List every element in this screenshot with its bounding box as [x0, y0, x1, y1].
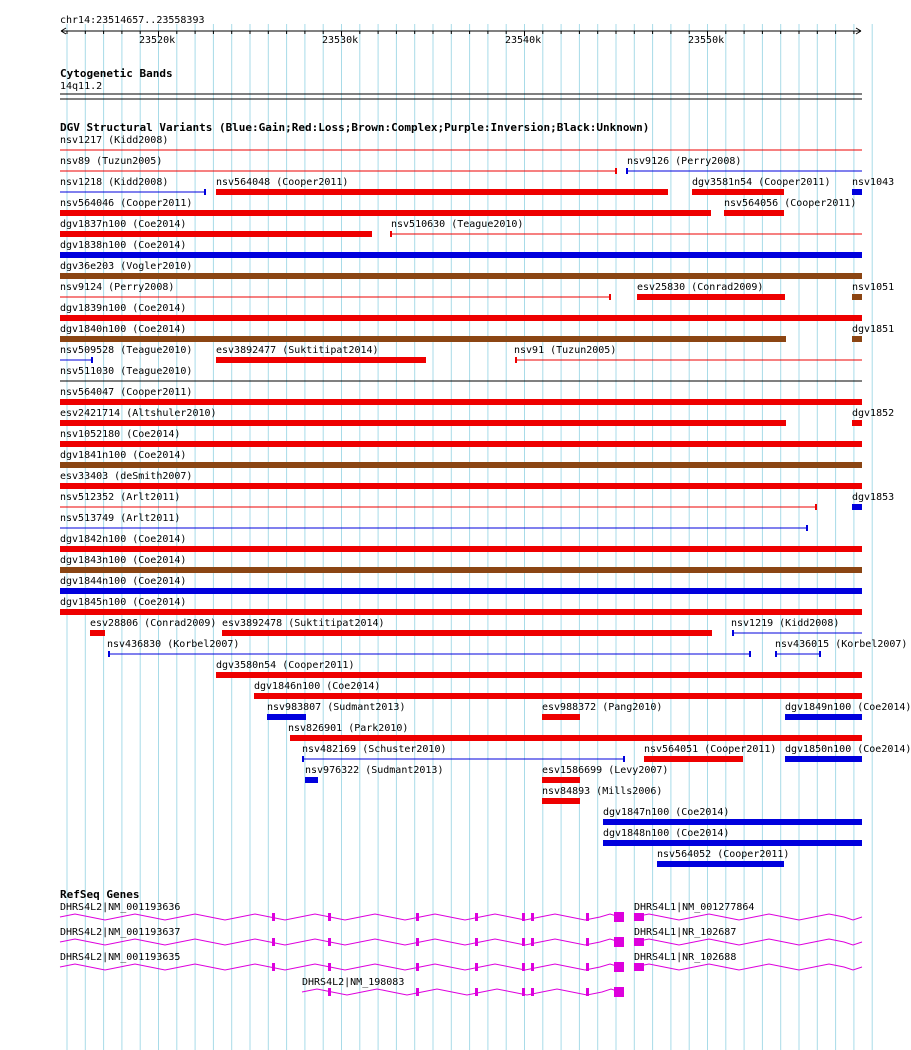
gene-exon	[328, 938, 331, 946]
gene-exon	[531, 938, 534, 946]
sv-feature-label[interactable]: esv25830 (Conrad2009)	[637, 282, 764, 293]
gene-exon	[416, 963, 419, 971]
gene-intron	[60, 914, 620, 920]
gene-exon	[531, 963, 534, 971]
sv-feature-label[interactable]: nsv84893 (Mills2006)	[542, 786, 663, 797]
sv-bar	[60, 462, 862, 468]
sv-feature-label[interactable]: dgv1840n100 (Coe2014)	[60, 324, 187, 335]
sv-bar	[254, 693, 862, 699]
gene-exon	[522, 963, 525, 971]
sv-feature-label[interactable]: nsv513749 (Arlt2011)	[60, 513, 181, 524]
gene-exon	[586, 963, 589, 971]
sv-bar	[852, 420, 862, 426]
sv-feature-label[interactable]: esv2421714 (Altshuler2010)	[60, 408, 217, 419]
sv-feature-label[interactable]: nsv9126 (Perry2008)	[627, 156, 742, 167]
sv-feature-label[interactable]: esv3892478 (Suktitipat2014)	[222, 618, 385, 629]
sv-feature-label[interactable]: nsv976322 (Sudmant2013)	[305, 765, 444, 776]
sv-feature-label[interactable]: dgv1848n100 (Coe2014)	[603, 828, 730, 839]
gene-intron	[60, 939, 620, 945]
sv-bar	[222, 630, 712, 636]
sv-feature-label[interactable]: nsv509528 (Teague2010)	[60, 345, 193, 356]
sv-feature-label[interactable]: dgv1847n100 (Coe2014)	[603, 807, 730, 818]
sv-bar	[542, 714, 580, 720]
sv-bar	[290, 735, 862, 741]
sv-bar	[542, 798, 580, 804]
sv-feature-label[interactable]: nsv9124 (Perry2008)	[60, 282, 175, 293]
ruler-tick-label: 23530k	[322, 35, 359, 46]
gene-exon	[416, 913, 419, 921]
sv-feature-label[interactable]: nsv564056 (Cooper2011)	[724, 198, 857, 209]
sv-feature-label[interactable]: nsv564048 (Cooper2011)	[216, 177, 349, 188]
cytoband-label: 14q11.2	[60, 81, 103, 92]
sv-bar	[603, 819, 862, 825]
sv-feature-label[interactable]: dgv3580n54 (Cooper2011)	[216, 660, 355, 671]
sv-feature-label[interactable]: dgv1839n100 (Coe2014)	[60, 303, 187, 314]
gene-exon	[634, 913, 644, 921]
gene-exon	[634, 938, 644, 946]
gene-exon	[522, 913, 525, 921]
sv-bar	[216, 672, 862, 678]
gene-intron	[634, 914, 862, 920]
sv-feature-label[interactable]: nsv510630 (Teague2010)	[391, 219, 524, 230]
gene-exon	[522, 938, 525, 946]
sv-bar	[60, 483, 862, 489]
sv-feature-label[interactable]: dgv36e203 (Vogler2010)	[60, 261, 193, 272]
sv-feature-label[interactable]: nsv89 (Tuzun2005)	[60, 156, 163, 167]
sv-feature-label[interactable]: dgv3581n54 (Cooper2011)	[692, 177, 831, 188]
sv-feature-label[interactable]: nsv564052 (Cooper2011)	[657, 849, 790, 860]
sv-bar	[60, 210, 711, 216]
sv-feature-label[interactable]: nsv482169 (Schuster2010)	[302, 744, 447, 755]
sv-bar	[60, 399, 862, 405]
sv-feature-label[interactable]: dgv1838n100 (Coe2014)	[60, 240, 187, 251]
sv-bar	[637, 294, 785, 300]
sv-feature-label[interactable]: dgv1844n100 (Coe2014)	[60, 576, 187, 587]
sv-bar	[60, 420, 786, 426]
sv-bar	[852, 294, 862, 300]
sv-bar	[60, 231, 372, 237]
sv-bar	[852, 336, 862, 342]
sv-bar	[60, 588, 862, 594]
gene-exon	[328, 988, 331, 996]
sv-bar	[724, 210, 784, 216]
gene-intron	[634, 939, 862, 945]
sv-bar	[60, 315, 862, 321]
gene-exon	[475, 988, 478, 996]
sv-feature-label[interactable]: nsv436015 (Korbel2007)	[775, 639, 908, 650]
gene-exon	[416, 988, 419, 996]
refseq-track-title[interactable]: RefSeq Genes	[60, 888, 140, 901]
ruler-tick-label: 23520k	[139, 35, 176, 46]
sv-bar	[785, 714, 862, 720]
gene-exon	[586, 938, 589, 946]
gene-exon	[272, 913, 275, 921]
gene-exon	[614, 937, 624, 947]
sv-feature-label[interactable]: dgv1850n100 (Coe2014)	[785, 744, 911, 755]
gene-exon	[475, 913, 478, 921]
dgv-track-title[interactable]: DGV Structural Variants (Blue:Gain;Red:Loss;Brown:Complex;Purple:Inversion;Black:Unknown)	[60, 121, 650, 134]
sv-bar	[216, 189, 668, 195]
sv-feature-label[interactable]: dgv1843n100 (Coe2014)	[60, 555, 187, 566]
sv-feature-label[interactable]: esv1586699 (Levy2007)	[542, 765, 669, 776]
sv-feature-label[interactable]: nsv1218 (Kidd2008)	[60, 177, 169, 188]
gene-exon	[586, 988, 589, 996]
sv-bar	[216, 357, 426, 363]
sv-feature-label[interactable]: dgv1837n100 (Coe2014)	[60, 219, 187, 230]
ruler-tick-label: 23550k	[688, 35, 725, 46]
sv-bar	[60, 441, 862, 447]
sv-feature-label[interactable]: nsv564051 (Cooper2011)	[644, 744, 777, 755]
gene-exon	[531, 913, 534, 921]
gene-intron	[60, 964, 620, 970]
sv-bar	[267, 714, 306, 720]
sv-bar	[60, 273, 862, 279]
sv-bar	[60, 336, 786, 342]
gene-exon	[328, 963, 331, 971]
gene-exon	[614, 912, 624, 922]
sv-feature-label[interactable]: esv28806 (Conrad2009)	[90, 618, 217, 629]
gene-exon	[475, 963, 478, 971]
gene-exon	[586, 913, 589, 921]
sv-feature-label[interactable]: esv33403 (deSmith2007)	[60, 471, 193, 482]
sv-bar	[603, 840, 862, 846]
sv-bar	[542, 777, 580, 783]
sv-bar	[692, 189, 784, 195]
sv-feature-label[interactable]: nsv1217 (Kidd2008)	[60, 135, 169, 146]
sv-bar	[305, 777, 318, 783]
gene-exon	[531, 988, 534, 996]
sv-feature-label[interactable]: dgv1846n100 (Coe2014)	[254, 681, 381, 692]
sv-feature-label[interactable]: nsv91 (Tuzun2005)	[514, 345, 617, 356]
gene-exon	[634, 963, 644, 971]
sv-feature-label[interactable]: dgv1851	[852, 324, 895, 335]
sv-feature-label[interactable]: nsv564047 (Cooper2011)	[60, 387, 193, 398]
sv-feature-label[interactable]: nsv511030 (Teague2010)	[60, 366, 193, 377]
sv-bar	[657, 861, 784, 867]
sv-bar	[852, 189, 862, 195]
sv-bar	[60, 252, 862, 258]
gene-exon	[328, 913, 331, 921]
sv-feature-label[interactable]: nsv1052180 (Coe2014)	[60, 429, 181, 440]
sv-feature-label[interactable]: nsv512352 (Arlt2011)	[60, 492, 181, 503]
ruler-position-label: chr14:23514657..23558393	[60, 15, 205, 26]
gene-exon	[272, 938, 275, 946]
gene-exon	[614, 987, 624, 997]
sv-bar	[60, 546, 862, 552]
sv-bar	[90, 630, 105, 636]
sv-feature-label[interactable]: dgv1842n100 (Coe2014)	[60, 534, 187, 545]
sv-feature-label[interactable]: esv3892477 (Suktitipat2014)	[216, 345, 379, 356]
sv-feature-label[interactable]: nsv564046 (Cooper2011)	[60, 198, 193, 209]
sv-bar	[644, 756, 743, 762]
ruler-tick-label: 23540k	[505, 35, 542, 46]
gene-label[interactable]: DHRS4L2|NM_001193636	[60, 902, 181, 913]
gene-exon	[272, 963, 275, 971]
sv-feature-label[interactable]: nsv1043	[852, 177, 895, 188]
gene-exon	[475, 938, 478, 946]
gene-label[interactable]: DHRS4L1|NM_001277864	[634, 902, 755, 913]
sv-feature-label[interactable]: esv988372 (Pang2010)	[542, 702, 663, 713]
sv-feature-label[interactable]: dgv1845n100 (Coe2014)	[60, 597, 187, 608]
sv-feature-label[interactable]: nsv983807 (Sudmant2013)	[267, 702, 406, 713]
gene-exon	[614, 962, 624, 972]
gene-label[interactable]: DHRS4L1|NR_102688	[634, 952, 737, 963]
sv-feature-label[interactable]: nsv1051	[852, 282, 895, 293]
gene-label[interactable]: DHRS4L2|NM_198083	[302, 977, 405, 988]
gene-label[interactable]: DHRS4L2|NM_001193635	[60, 952, 181, 963]
gene-intron	[302, 989, 620, 995]
cytoband-track-title[interactable]: Cytogenetic Bands	[60, 67, 173, 80]
sv-bar	[60, 609, 862, 615]
sv-bar	[785, 756, 862, 762]
sv-feature-label[interactable]: nsv436830 (Korbel2007)	[107, 639, 240, 650]
gene-exon	[416, 938, 419, 946]
sv-feature-label[interactable]: nsv826901 (Park2010)	[288, 723, 409, 734]
sv-feature-label[interactable]: dgv1841n100 (Coe2014)	[60, 450, 187, 461]
sv-bar	[852, 504, 862, 510]
gene-label[interactable]: DHRS4L2|NM_001193637	[60, 927, 181, 938]
sv-feature-label[interactable]: dgv1852	[852, 408, 895, 419]
gene-label[interactable]: DHRS4L1|NR_102687	[634, 927, 737, 938]
sv-feature-label[interactable]: dgv1849n100 (Coe2014)	[785, 702, 911, 713]
gene-intron	[634, 964, 862, 970]
gene-exon	[522, 988, 525, 996]
sv-bar	[60, 567, 862, 573]
sv-feature-label[interactable]: nsv1219 (Kidd2008)	[731, 618, 840, 629]
sv-feature-label[interactable]: dgv1853	[852, 492, 895, 503]
